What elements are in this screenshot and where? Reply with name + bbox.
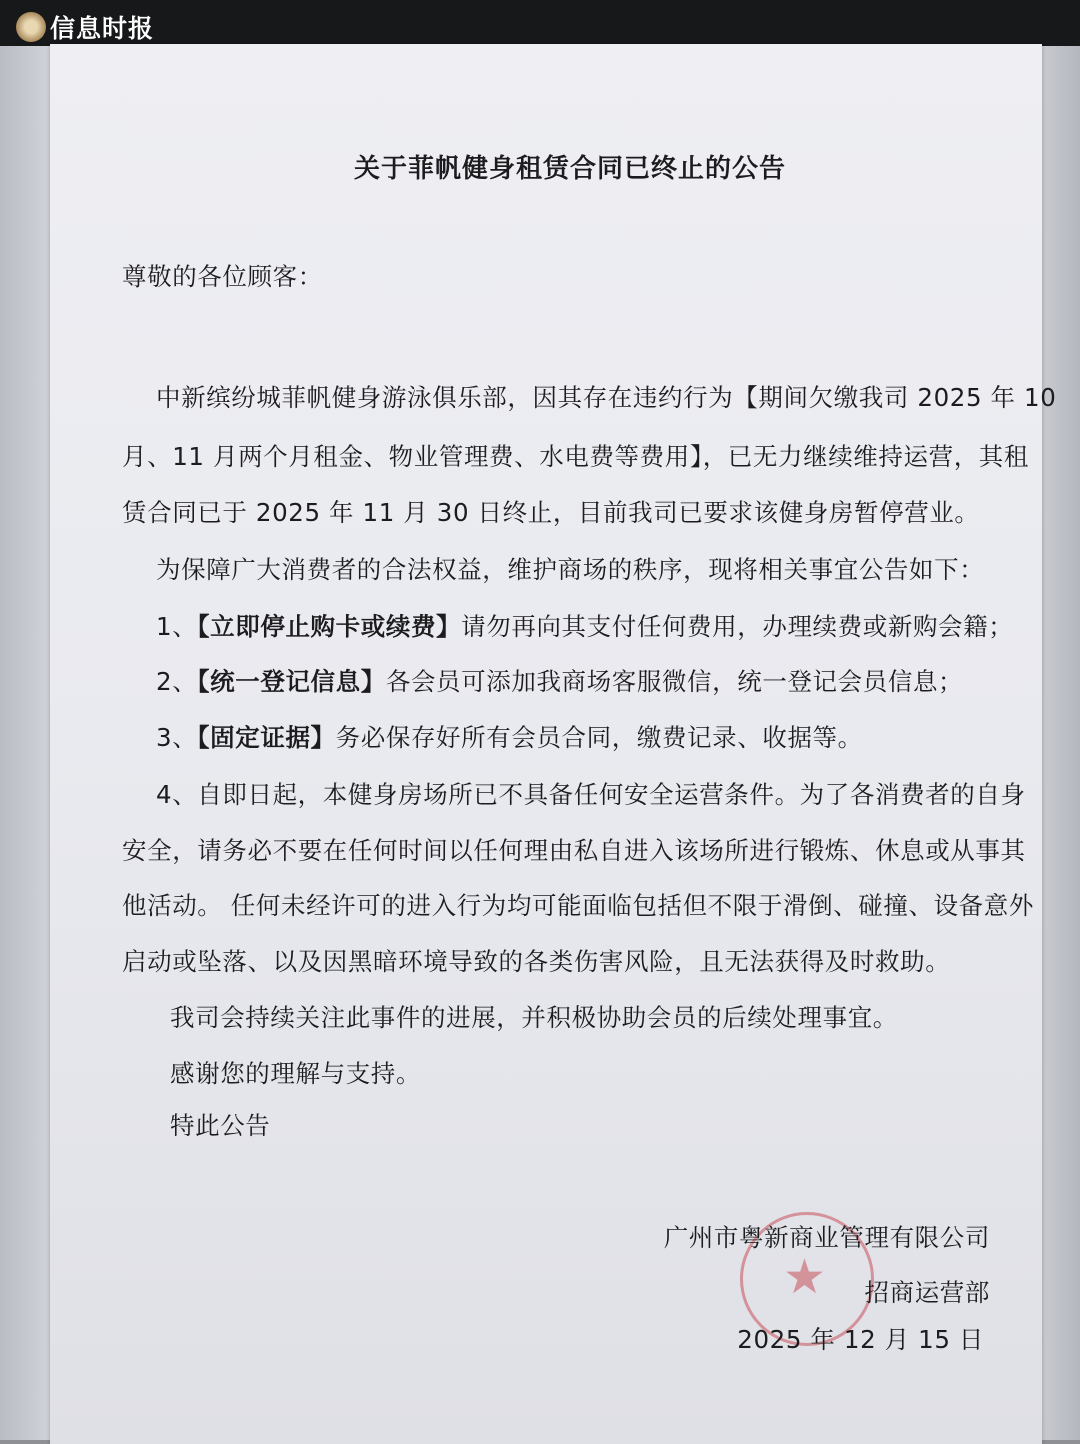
- item-number: 1、: [156, 612, 198, 641]
- item-number: 2、: [156, 667, 198, 696]
- star-icon: ★: [783, 1249, 827, 1305]
- paragraph2: 为保障广大消费者的合法权益，维护商场的秩序，现将相关事宜公告如下：: [156, 555, 985, 584]
- closing-line: 特此公告: [170, 1111, 271, 1140]
- paragraph1-line: 赁合同已于 2025 年 11 月 30 日终止，目前我司已要求该健身房暂停营业。: [122, 498, 980, 527]
- background-left: [0, 46, 52, 1440]
- list-item: [156, 666, 963, 698]
- item4-line: 启动或坠落、以及因黑暗环境导致的各类伤害风险，且无法获得及时救助。: [122, 947, 951, 976]
- top-bar: [0, 0, 1080, 46]
- notice-title: 关于菲帆健身租赁合同已终止的公告: [353, 154, 786, 184]
- item-number: 3、: [156, 723, 198, 752]
- closing-line: 我司会持续关注此事件的进展，并积极协助会员的后续处理事宜。: [170, 1003, 898, 1032]
- signature-department: 招商运营部: [864, 1278, 990, 1307]
- item-text: 务必保存好所有会员合同，缴费记录、收据等。: [335, 723, 863, 752]
- greeting: 尊敬的各位顾客：: [122, 262, 323, 291]
- paragraph1-line: 中新缤纷城菲帆健身游泳俱乐部，因其存在违约行为【期间欠缴我司 2025 年 10: [156, 383, 1057, 412]
- watermark-logo: [16, 9, 154, 45]
- closing-line: 感谢您的理解与支持。: [170, 1059, 421, 1088]
- item-text: 各会员可添加我商场客服微信，统一登记会员信息；: [385, 667, 964, 696]
- logo-text: 信息时报: [50, 14, 155, 43]
- item4-line: 安全，请务必不要在任何时间以任何理由私自进入该场所进行锻炼、休息或从事其: [122, 836, 1026, 865]
- background-right: [1040, 46, 1080, 1440]
- item-label: 【固定证据】: [197, 723, 336, 752]
- item4-line: 4、自即日起，本健身房场所已不具备任何安全运营条件。为了各消费者的自身: [156, 780, 1026, 809]
- item-label: 【立即停止购卡或续费】: [197, 612, 462, 641]
- item-label: 【统一登记信息】: [197, 667, 386, 696]
- item4-line: 他活动。 任何未经许可的进入行为均可能面临包括但不限于滑倒、碰撞、设备意外: [122, 891, 1034, 920]
- signature-date: 2025 年 12 月 15 日: [737, 1325, 984, 1354]
- paragraph1-line: 月、11 月两个月租金、物业管理费、水电费等费用】，已无力继续维持运营，其租: [122, 442, 1030, 471]
- item-text: 请勿再向其支付任何费用，办理续费或新购会籍；: [461, 612, 1014, 641]
- lion-logo-icon: [16, 12, 46, 42]
- list-item: [156, 722, 863, 754]
- list-item: [156, 611, 1013, 643]
- signature-company: 广州市粤新商业管理有限公司: [663, 1223, 990, 1252]
